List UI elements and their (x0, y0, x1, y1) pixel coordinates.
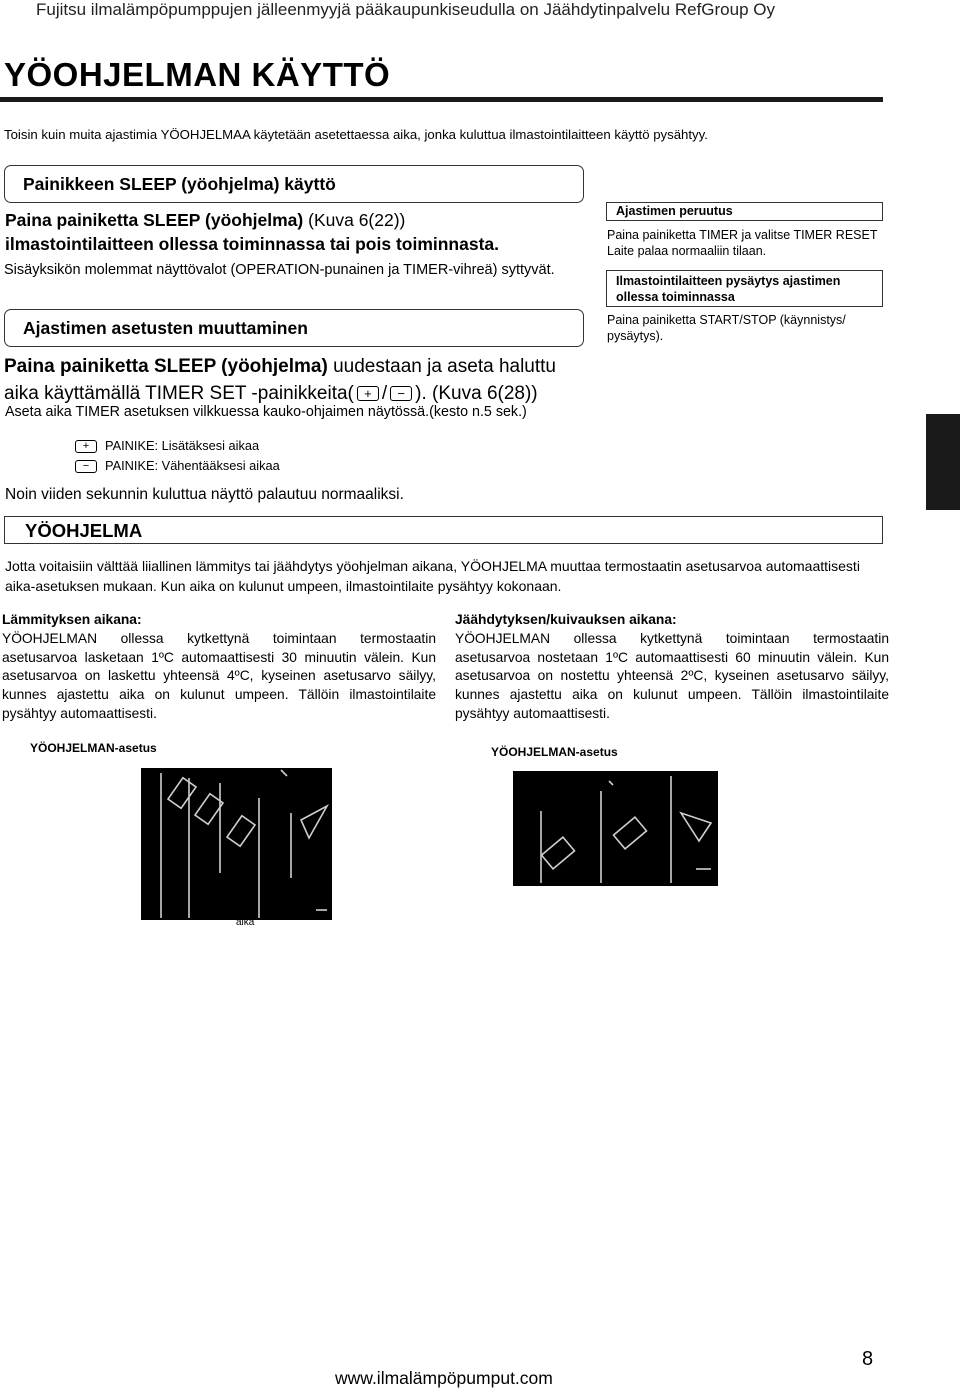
cancel-box (606, 202, 883, 221)
sleep-instruction (5, 208, 499, 256)
change-instruction (4, 353, 556, 407)
heating-heading: Lämmityksen aikana: (2, 612, 142, 627)
stop-text: Paina painiketta START/STOP (käynnistys/ pysäytys). (607, 313, 846, 343)
page-title: YÖOHJELMAN KÄYTTÖ (4, 56, 391, 93)
change-instruction-normal: uudestaan ja aseta haluttu (333, 356, 556, 377)
intro-text: Toisin kuin muita ajastimia YÖOHJELMAA käytetään asetettaessa aika, jonka kuluttua ilmastointilaitteen käyttö pysähtyy. (4, 127, 708, 142)
cooling-column (455, 611, 889, 724)
footer-url[interactable]: www.ilmalämpöpumput.com (335, 1368, 553, 1388)
sleep-mode-text: Jotta voitaisiin välttää liiallinen lämmitys tai jäähdytys yöohjelman aikana, YÖOHJELMA muuttaa termostaatin asetusarvoa automaattisesti aika-asetuksen mukaan. Kun aika on kulunut umpeen, ilmastointilaite pysähtyy kokonaan. (5, 558, 860, 594)
change-note: Aseta aika TIMER asetuksen vilkkuessa kauko-ohjaimen näytössä.(kesto n.5 sek.) (5, 404, 527, 420)
change-heading: Ajastimen asetusten muuttaminen (23, 318, 308, 338)
sleep-heading-box (4, 165, 584, 203)
legend-plus-label: PAINIKE: Lisätäksesi aikaa (105, 438, 260, 453)
minus-icon: − (75, 460, 97, 473)
cancel-text: Paina painiketta TIMER ja valitse TIMER RESET Laite palaa normaaliin tilaan. (607, 228, 878, 258)
cooling-figure-graphic (513, 771, 718, 886)
sleep-instruction-ref: (Kuva 6(22)) (308, 210, 406, 230)
chapter-tab (926, 414, 960, 510)
change-instruction-line2a: aika käyttämällä TIMER SET -painikkeita( (4, 383, 354, 404)
cancel-title: Ajastimen peruutus (616, 204, 733, 218)
sleep-instruction-line2: ilmastointilaitteen ollessa toiminnassa tai pois toiminnasta. (5, 234, 500, 254)
cooling-heading: Jäähdytyksen/kuivauksen aikana: (455, 612, 677, 627)
page-number: 8 (862, 1348, 874, 1370)
minus-button-icon: − (390, 386, 412, 401)
plus-icon: + (75, 440, 97, 453)
title-rule (0, 97, 883, 102)
change-instruction-bold: Paina painiketta SLEEP (yöohjelma) (4, 356, 328, 377)
heating-column (2, 611, 436, 724)
sleep-note: Sisäyksikön molemmat näyttövalot (OPERATION-punainen ja TIMER-vihreä) syttyvät. (4, 262, 555, 278)
heating-figure-caption: YÖOHJELMAN-asetus (30, 741, 157, 755)
cooling-text: YÖOHJELMAN ollessa kytkettynä toimintaan termostaatin asetusarvoa nostetaan 1ºC automaattisesti 60 minuutin välein. Kun asetusarvoa on nostettu yhteensä 2ºC, kyseinen asetusarvo säilyy, kunnes ajastettu aika on kulunut umpeen. Tällöin ilmastointilaite pysähtyy automaattisesti. (455, 630, 889, 721)
heating-text: YÖOHJELMAN ollessa kytkettynä toimintaan termostaatin asetusarvoa lasketaan 1ºC automaattisesti 30 minuutin välein. Kun asetusarvoa on laskettu yhteensä 4ºC, kyseinen asetusarvo säilyy, kunnes ajastettu aika on kulunut umpeen. Tällöin ilmastointilaite pysähtyy automaattisesti. (2, 630, 436, 721)
sleep-heading: Painikkeen SLEEP (yöohjelma) käyttö (23, 174, 336, 194)
plus-button-icon: + (357, 386, 379, 401)
stop-title: Ilmastointilaitteen pysäytys ajastimen ollessa toiminnassa (616, 274, 841, 304)
return-note: Noin viiden sekunnin kuluttua näyttö palautuu normaaliksi. (5, 486, 404, 503)
heating-figure-axis: aika (236, 917, 255, 928)
heating-figure-graphic (141, 768, 332, 920)
legend-plus (75, 438, 259, 453)
cooling-figure (513, 771, 718, 886)
site-header: Fujitsu ilmalämpöpumppujen jälleenmyyjä pääkaupunkiseudulla on Jäähdytinpalvelu RefGroup Oy (36, 0, 775, 19)
change-instruction-line2b: ). (Kuva 6(28)) (415, 383, 538, 404)
stop-box (606, 270, 883, 307)
legend-minus-label: PAINIKE: Vähentääksesi aikaa (105, 458, 280, 473)
sleep-mode-heading-box (4, 516, 883, 544)
slash-separator: / (381, 383, 388, 404)
sleep-mode-heading: YÖOHJELMA (25, 520, 143, 541)
change-heading-box (4, 309, 584, 347)
sleep-instruction-bold: Paina painiketta SLEEP (yöohjelma) (5, 210, 304, 230)
heating-figure (141, 768, 332, 920)
legend-minus (75, 458, 280, 473)
cooling-figure-caption: YÖOHJELMAN-asetus (491, 745, 618, 759)
